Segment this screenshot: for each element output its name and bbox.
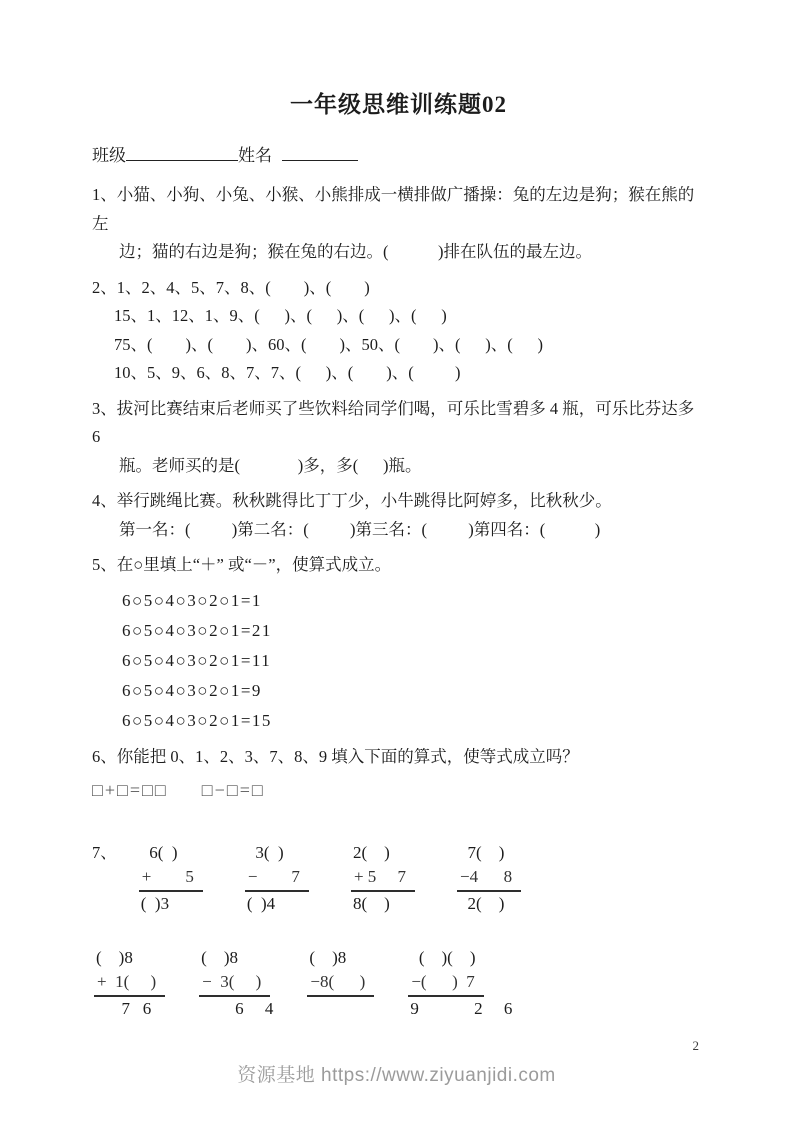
- question-2-line-4: 10、5、9、6、8、7、7、( )、( )、( ): [114, 363, 461, 382]
- equation-line: 6○5○4○3○2○1=9: [122, 680, 262, 700]
- question-6: [92, 743, 705, 806]
- vertical-problem-5: [94, 946, 165, 1021]
- question-2: [92, 274, 705, 388]
- question-3: [92, 395, 705, 481]
- vertical-problem-top: ( )8: [201, 948, 238, 967]
- question-4-line-1: 4、举行跳绳比赛。秋秋跳得比丁丁少，小牛跳得比阿婷多，比秋秋少。: [92, 491, 612, 510]
- name-label: 姓名: [238, 146, 272, 165]
- vertical-problem-6: [199, 946, 273, 1021]
- question-3-line-1: 3、拔河比赛结束后老师买了些饮料给同学们喝，可乐比雪碧多 4 瓶，可乐比芬达多 6: [92, 398, 699, 446]
- vertical-problem-result: ( )3: [140, 894, 170, 913]
- vertical-problem-8: [408, 946, 512, 1021]
- question-1-line-1: 1、小猫、小狗、小兔、小猴、小熊排成一横排做广播操：兔的左边是狗；猴在熊的左: [92, 185, 695, 233]
- class-label: 班级: [92, 146, 126, 165]
- vertical-problem-top: 6( ): [140, 843, 178, 862]
- vertical-problem-operator-line: −4 8: [457, 864, 521, 892]
- vertical-problem-result: 6 4: [201, 999, 274, 1018]
- vertical-problem-1: [139, 841, 203, 916]
- vertical-problem-operator-line: −( ) 7: [408, 969, 483, 997]
- vertical-problem-operator-line: −8( ): [307, 969, 374, 997]
- equation-line: 6○5○4○3○2○1=1: [122, 590, 262, 610]
- vertical-problem-top: ( )8: [96, 948, 133, 967]
- vertical-problem-result: ( )4: [246, 894, 276, 913]
- equation-subtraction: □−□=□: [201, 780, 265, 800]
- vertical-problem-result: [307, 997, 374, 1021]
- equation-addition: □+□=□□: [92, 780, 168, 800]
- page-number: 2: [692, 1038, 699, 1053]
- vertical-problem-result: 9 2 6: [410, 999, 513, 1018]
- question-2-line-3: 75、( )、( )、60、( )、50、( )、( )、( ): [114, 334, 543, 354]
- equation-line: 6○5○4○3○2○1=21: [122, 620, 272, 640]
- vertical-problem-result: 7 6: [96, 999, 152, 1018]
- vertical-problem-2: [245, 841, 309, 916]
- question-5: [92, 551, 705, 736]
- student-info-row: [92, 143, 705, 169]
- question-5-prompt: 5、在○里填上“＋” 或“－”，使算式成立。: [92, 555, 392, 574]
- question-7-row-2: [94, 946, 705, 1021]
- vertical-problem-top: 3( ): [246, 843, 284, 862]
- question-7-label: 7、: [92, 843, 117, 862]
- question-5-equations: [92, 586, 705, 736]
- equation-line: 6○5○4○3○2○1=15: [122, 710, 272, 730]
- footer-watermark: 资源基地 https://www.ziyuanjidi.com: [237, 1065, 556, 1086]
- vertical-problem-operator-line: + 5 7: [351, 864, 415, 892]
- question-6-equations: [92, 775, 705, 805]
- question-2-line-1: 2、1、2、4、5、7、8、( )、( ): [92, 277, 370, 297]
- question-3-line-2: 瓶。老师买的是( )多，多( )瓶。: [119, 455, 422, 475]
- equation-line: 6○5○4○3○2○1=11: [122, 650, 272, 670]
- vertical-problem-operator-line: + 5: [139, 864, 203, 892]
- vertical-problem-top: ( )8: [309, 948, 347, 967]
- question-4-line-2: 第一名：( )第二名：( )第三名：( )第四名：( ): [119, 519, 601, 539]
- vertical-problem-operator-line: + 1( ): [94, 969, 165, 997]
- vertical-problem-top: 7( ): [459, 843, 505, 862]
- vertical-problem-7: [307, 946, 374, 1021]
- question-6-prompt: 6、你能把 0、1、2、3、7、8、9 填入下面的算式，使等式成立吗？: [92, 746, 579, 766]
- vertical-problem-operator-line: − 3( ): [199, 969, 270, 997]
- vertical-problem-4: [457, 841, 521, 916]
- question-1-line-2: 边；猫的右边是狗；猴在兔的右边。( )排在队伍的最左边。: [119, 242, 592, 261]
- vertical-problem-result: 8( ): [352, 894, 390, 913]
- name-blank-line: [282, 145, 358, 161]
- class-blank-line: [126, 145, 238, 161]
- question-7: [92, 841, 705, 1021]
- question-4: [92, 487, 705, 544]
- vertical-problem-3: [351, 841, 415, 916]
- vertical-problem-top: ( )( ): [410, 948, 476, 967]
- question-7-row-1: [139, 841, 521, 916]
- vertical-problem-result: 2( ): [459, 894, 505, 913]
- vertical-problem-operator-line: − 7: [245, 864, 309, 892]
- page-title: 一年级思维训练题02: [290, 92, 507, 117]
- question-7-row-1-wrap: [92, 841, 705, 916]
- question-2-line-2: 15、1、12、1、9、( )、( )、( )、( ): [114, 306, 447, 325]
- question-1: [92, 181, 705, 267]
- vertical-problem-top: 2( ): [352, 843, 390, 862]
